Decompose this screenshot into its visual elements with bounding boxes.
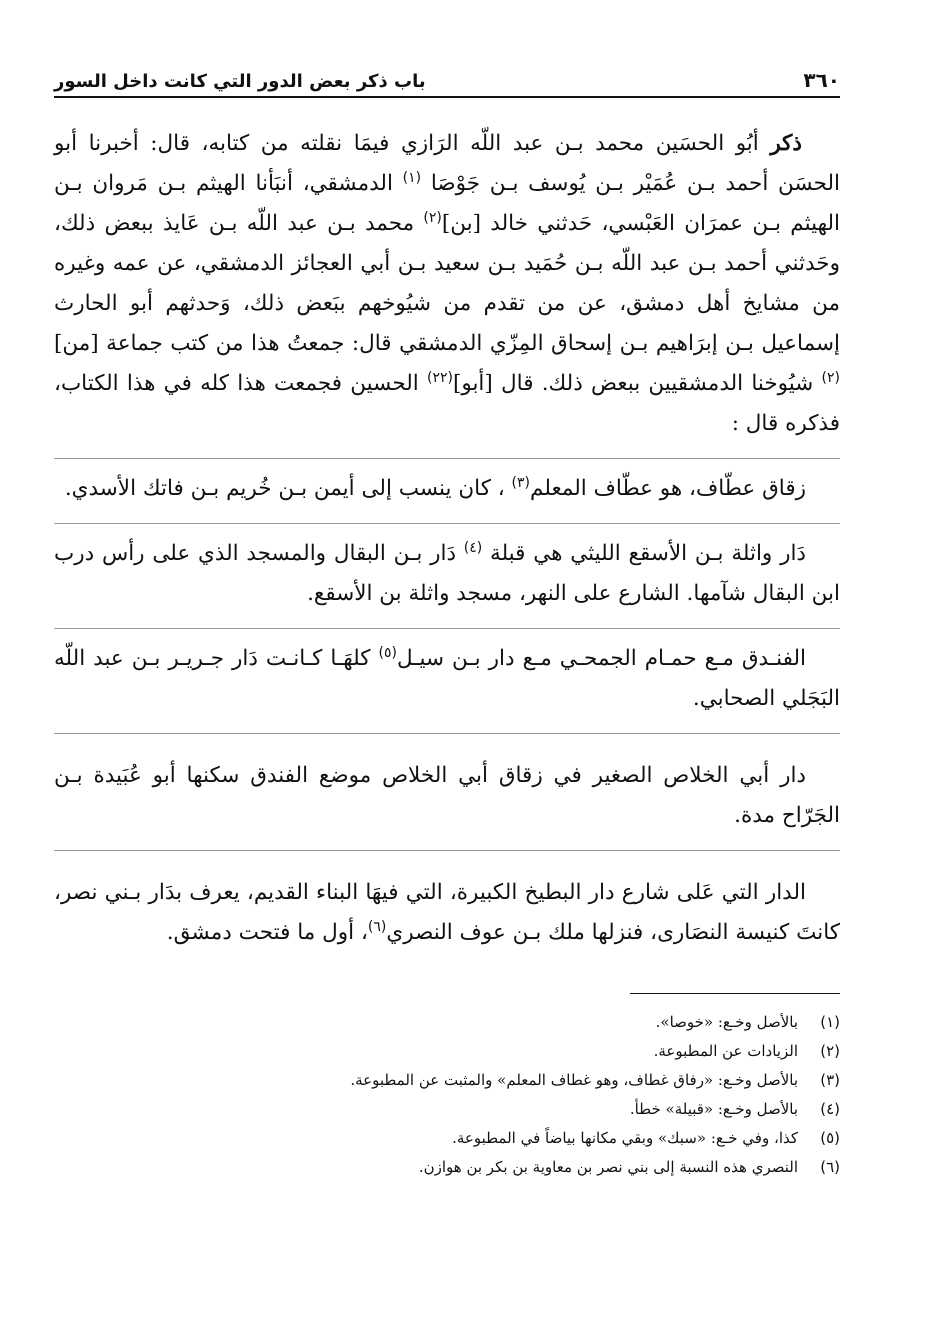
footnote-number: (٣) xyxy=(820,1071,840,1089)
footnote-ref: (٢) xyxy=(423,209,442,226)
lead-word: ذكر xyxy=(770,131,802,156)
book-page xyxy=(54,58,840,1298)
footnote-number: (٢) xyxy=(820,1042,840,1060)
text-segment: ، كان ينسب إلى أيمن بـن خُريم بـن فاتك الأسدي. xyxy=(64,476,512,501)
paragraph-dar-battikh xyxy=(54,873,840,953)
footnote-ref: (٢) xyxy=(821,369,840,386)
footnote xyxy=(54,1066,840,1095)
footnote-number: (٥) xyxy=(820,1129,840,1147)
text-segment: الدمشقي، أنبَأنا الهيثم بـن مَروان بـن الهيثم بـن عمرَان العَبْسي، حَدثني خالد [بن] xyxy=(54,171,841,236)
text-segment: شيُوخنا الدمشقيين ببعض ذلك. قال [أبو] xyxy=(452,371,822,396)
footnote-text: الزيادات عن المطبوعة. xyxy=(653,1042,798,1060)
text-segment: كلهَـا كـانـت دَار جـريـر بـن عبد اللّه البَجَلي الصحابي. xyxy=(54,646,840,711)
text-segment: دار أبي الخلاص الصغير في زقاق أبي الخلاص موضع الفندق سكنها أبو عُبَيدة بـن الجَرّاح مدة. xyxy=(54,763,840,828)
paragraph-isnad xyxy=(54,124,840,444)
footnote-text: بالأصل وخـع: «رفاق غطاف، وهو غطاف المعلم» والمثبت عن المطبوعة. xyxy=(350,1071,798,1089)
footnote xyxy=(54,1153,840,1182)
footnote-ref: (٥) xyxy=(378,644,397,661)
footnote-ref: (٤) xyxy=(463,539,483,556)
text-segment: الفنـدق مـع حمـام الجمحـي مـع دار بـن سيـل xyxy=(396,646,806,671)
text-segment: محمد بـن عبد اللّه بـن عَايذ ببعض ذلك، وحَدثني أحمد بـن عبد اللّه بـن حُمَيد بـن سعيد بـن أبي العجائز الدمشقي، عن عمه وغيره من مشايخ أهل دمشق، عن من تقدم من شيُوخهم ببَعض ذلك، وَحدثهم أبو الحارث إسماعيل بـن إبرَاهيم بـن إسحاق المِزّي الدمشقي قال: جمعتُ هذا من كتب جماعة [من] xyxy=(54,211,840,356)
text-segment: الدار التي عَلى شارع دار البطيخ الكبيرة، التي فيهَا البناء القديم، يعرف بدَار بـني نصر، كانتَ كنيسة النصَارى، فنزلها ملك بـن عوف النصري xyxy=(54,880,840,945)
running-header xyxy=(54,58,840,98)
paragraph-separator xyxy=(54,458,840,459)
paragraph-dar-wathila xyxy=(54,534,840,614)
footnotes xyxy=(54,1008,840,1182)
paragraph-separator xyxy=(54,733,840,734)
footnote-text: النصري هذه النسبة إلى بني نصر بن معاوية بن بكر بن هوازن. xyxy=(418,1158,798,1176)
text-segment: أبُو الحسَين محمد بـن عبد اللّه الرَازي فيمَا نقلته من كتابه، قال: أخبرنا أبو الحسَن أحمد بـن عُمَيْر بـن يُوسف بـن جَوْصَا xyxy=(54,131,840,196)
footnote-ref: (١) xyxy=(402,169,422,186)
footnote xyxy=(54,1008,840,1037)
text-segment: دَار بـن البقال والمسجد الذي على رأس درب ابن البقال شآمها. الشارع على النهر، مسجد واثلة بن الأسقع. xyxy=(54,541,840,606)
footnote-text: بالأصل وخـع: «خوصا». xyxy=(655,1013,798,1031)
text-segment: زقاق عطّاف، هو عطّاف المعلم xyxy=(530,476,806,501)
footnote-text: بالأصل وخـع: «قبيلة» خطأ. xyxy=(629,1100,798,1118)
paragraph-funduq xyxy=(54,639,840,719)
paragraph-separator xyxy=(54,628,840,629)
footnote-number: (٦) xyxy=(820,1158,840,1176)
main-text xyxy=(54,124,840,953)
text-segment: دَار واثلة بـن الأسقع الليثي هي قبلة xyxy=(482,541,806,566)
footnote-ref: (٣) xyxy=(511,474,531,491)
chapter-title: باب ذكر بعض الدور التي كانت داخل السور xyxy=(54,71,426,92)
footnote xyxy=(54,1095,840,1124)
page-number: ٣٦٠ xyxy=(803,68,840,92)
footnote-ref: (٢٢) xyxy=(426,369,453,386)
footnote-rule xyxy=(630,993,840,994)
footnote xyxy=(54,1037,840,1066)
text-segment: الحسين فجمعت هذا كله في هذا الكتاب، فذكره قال : xyxy=(54,371,840,436)
footnote-text: كذا، وفي خـع: «سبك» وبقي مكانها بياضاً في المطبوعة. xyxy=(452,1129,798,1147)
footnote xyxy=(54,1124,840,1153)
paragraph-separator xyxy=(54,523,840,524)
paragraph-separator xyxy=(54,850,840,851)
text-segment: ، أول ما فتحت دمشق. xyxy=(166,920,368,945)
footnote-ref: (٦) xyxy=(367,918,387,935)
footnote-number: (١) xyxy=(820,1013,840,1031)
paragraph-zuqaq-attaf xyxy=(54,469,840,509)
footnote-number: (٤) xyxy=(820,1100,840,1118)
paragraph-dar-abi-khalas xyxy=(54,756,840,836)
